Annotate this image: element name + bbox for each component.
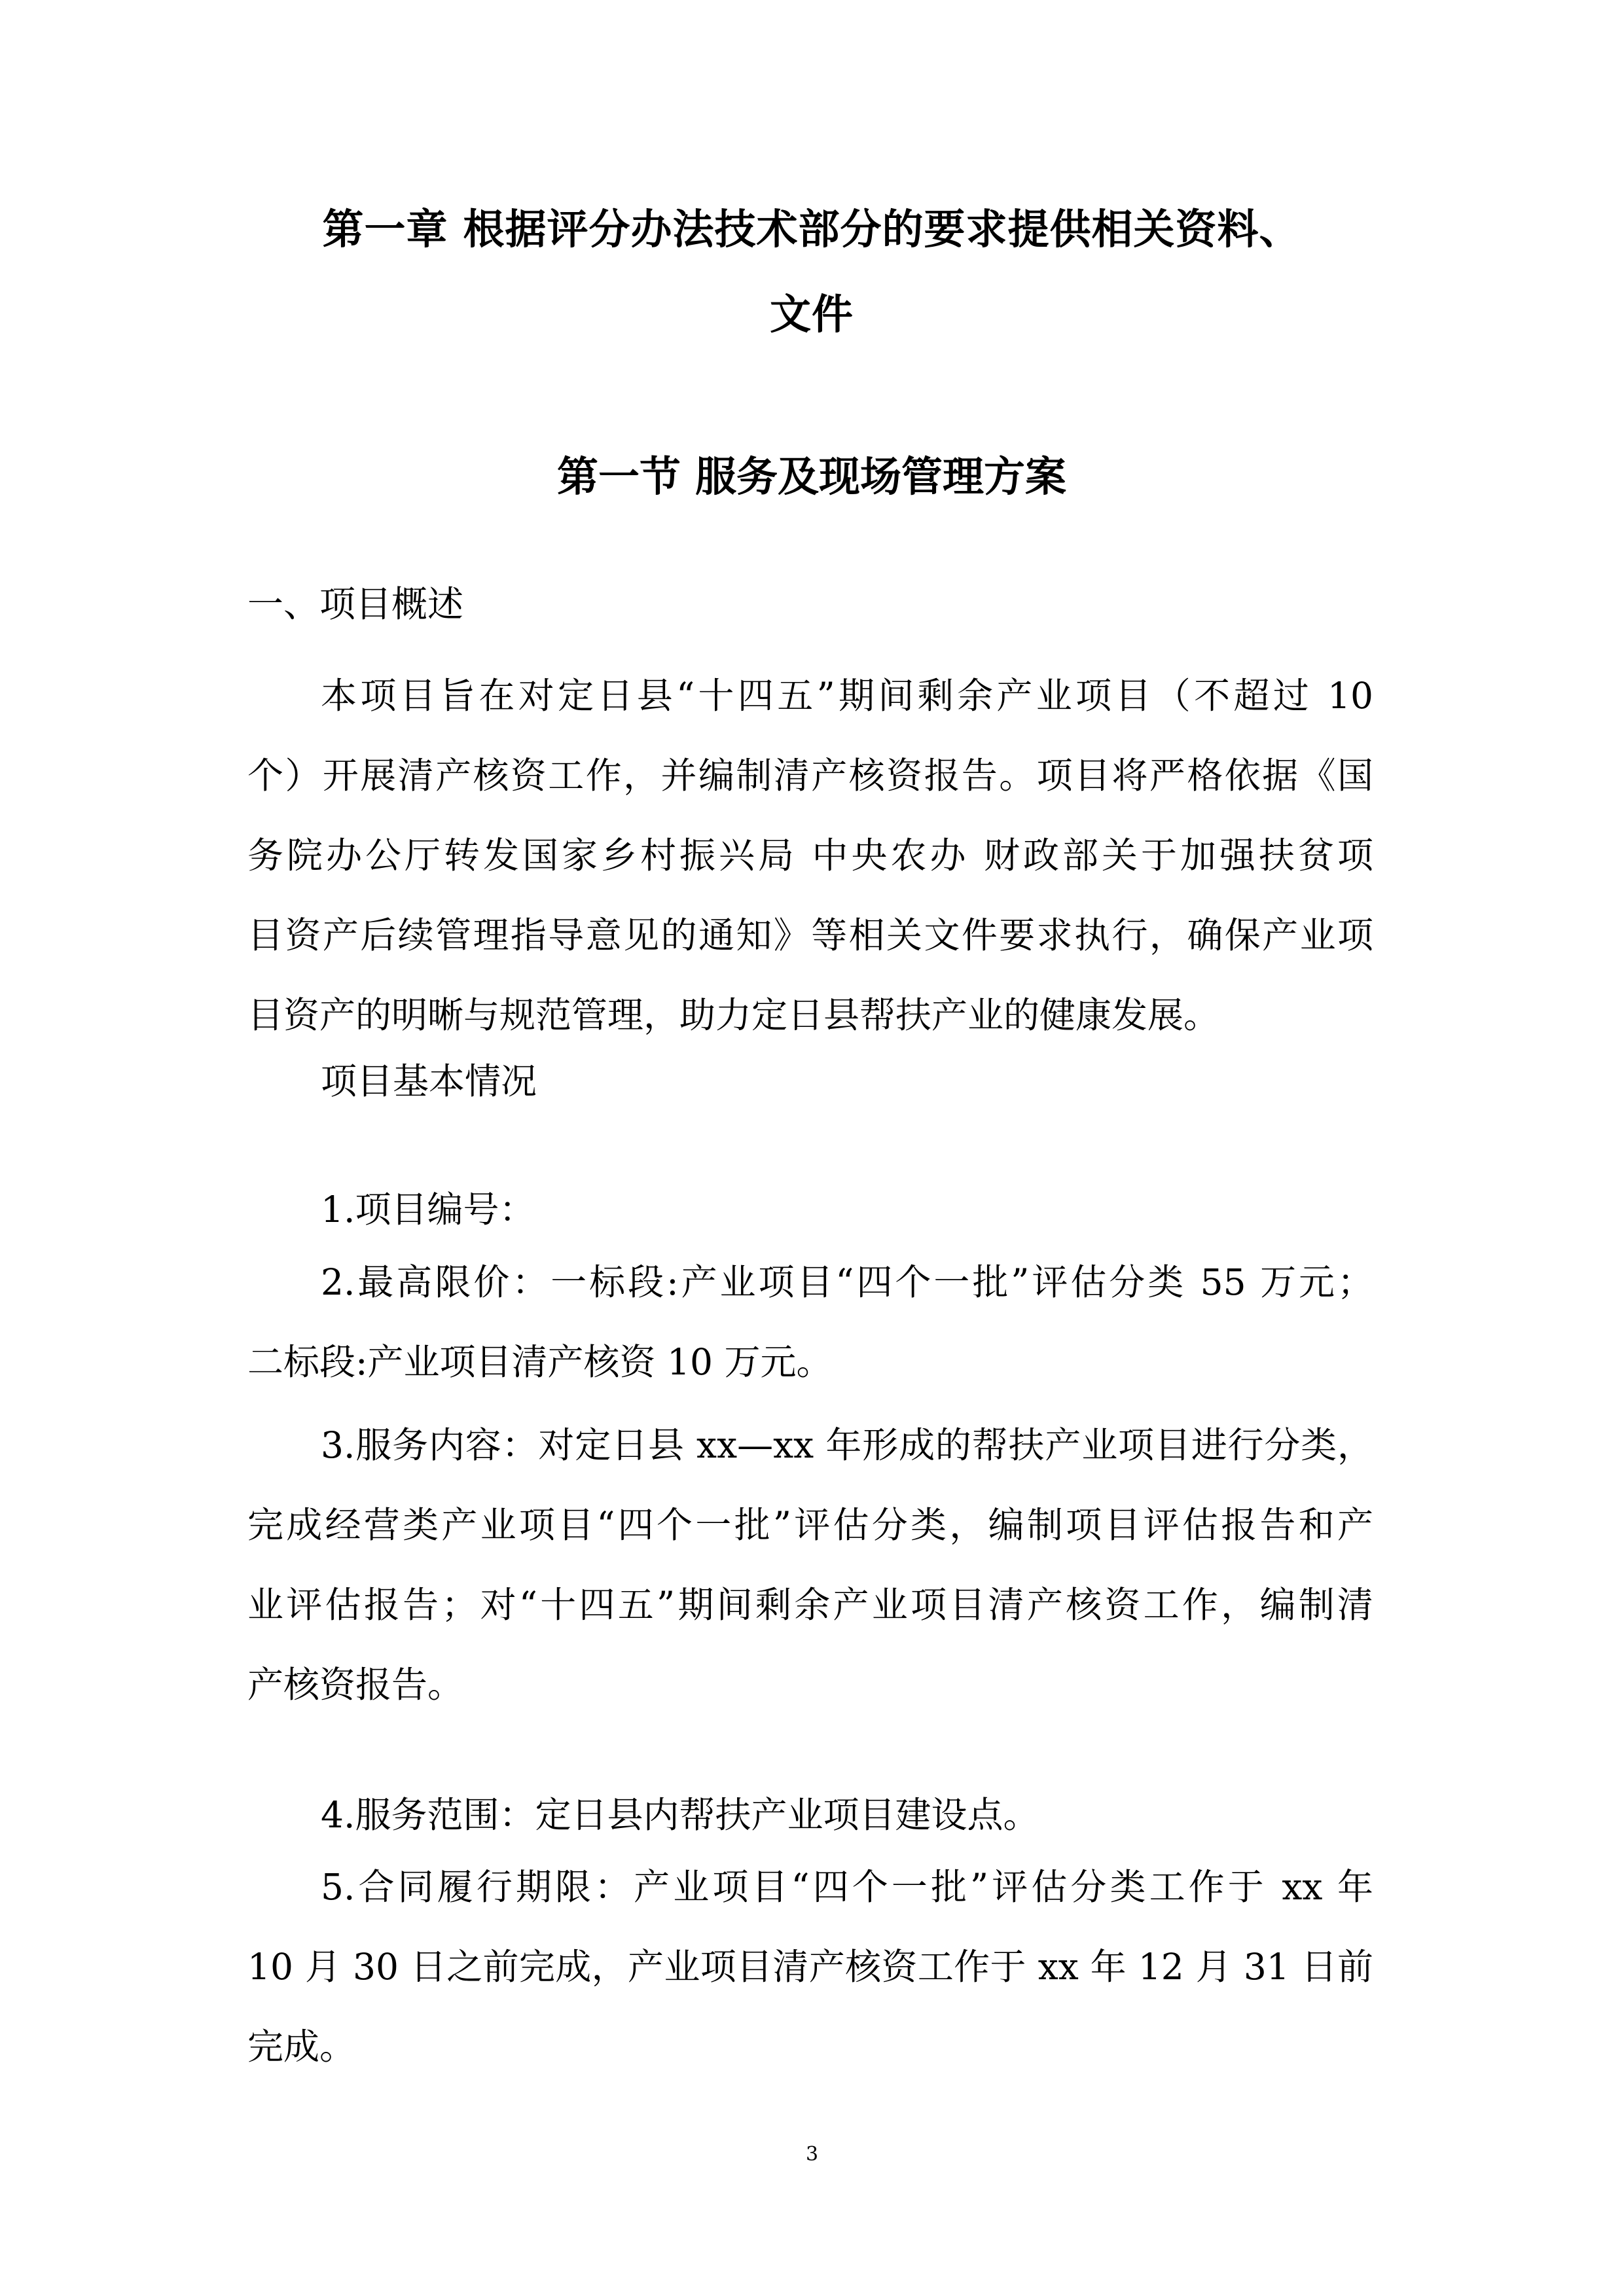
item-2-line: 2.最高限价：一标段:产业项目“四个一批”评估分类 55 万元； xyxy=(321,1261,1373,1303)
item-2-price-limit xyxy=(247,1242,1373,1402)
overview-heading: 一、项目概述 xyxy=(247,583,464,625)
intro-line: 目资产的明晰与规范管理，助力定日县帮扶产业的健康发展。 xyxy=(247,994,1220,1036)
item-1-project-number: 1.项目编号： xyxy=(321,1189,535,1230)
item-5-line: 5.合同履行期限：产业项目“四个一批”评估分类工作于 xx 年 xyxy=(321,1866,1373,1908)
item-4-service-scope: 4.服务范围：定日县内帮扶产业项目建设点。 xyxy=(321,1794,1039,1836)
item-5-contract-period xyxy=(247,1847,1373,2087)
item-5-line: 10 月 30 日之前完成，产业项目清产核资工作于 xx 年 12 月 31 日前 xyxy=(247,1946,1373,1988)
intro-line: 个）开展清产核资工作，并编制清产核资报告。项目将严格依据《国 xyxy=(247,755,1373,797)
chapter-title-line-1: 第一章 根据评分办法技术部分的要求提供相关资料、 xyxy=(322,205,1301,253)
item-3-line: 业评估报告；对“十四五”期间剩余产业项目清产核资工作，编制清 xyxy=(247,1584,1373,1626)
item-2-line: 二标段:产业项目清产核资 10 万元。 xyxy=(247,1341,833,1383)
section-title: 第一节 服务及现场管理方案 xyxy=(557,452,1066,501)
intro-line: 务院办公厅转发国家乡村振兴局 中央农办 财政部关于加强扶贫项 xyxy=(247,834,1373,876)
chapter-title-line-2: 文件 xyxy=(770,290,854,338)
page-number: 3 xyxy=(805,2143,819,2166)
item-3-line: 产核资报告。 xyxy=(247,1664,464,1706)
item-5-line: 完成。 xyxy=(247,2026,356,2068)
intro-paragraph xyxy=(247,656,1373,1055)
intro-line: 目资产后续管理指导意见的通知》等相关文件要求执行，确保产业项 xyxy=(247,914,1373,956)
item-3-line: 3.服务内容：对定日县 xx—xx 年形成的帮扶产业项目进行分类， xyxy=(321,1424,1373,1466)
item-3-line: 完成经营类产业项目“四个一批”评估分类，编制项目评估报告和产 xyxy=(247,1504,1373,1546)
item-3-service-content xyxy=(247,1405,1373,1725)
basic-info-label: 项目基本情况 xyxy=(321,1060,537,1102)
intro-line: 本项目旨在对定日县“十四五”期间剩余产业项目（不超过 10 xyxy=(321,675,1373,717)
